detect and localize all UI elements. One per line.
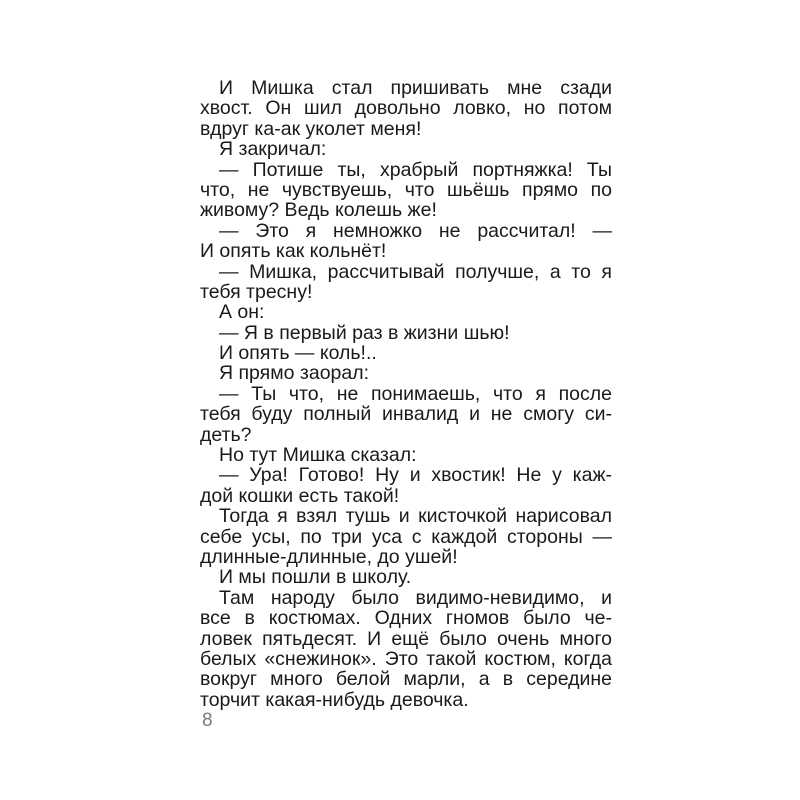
- text-line: тебя буду полный инвалид и не смогу си-: [200, 403, 612, 426]
- text-line: дой кошки есть такой!: [200, 484, 400, 507]
- page-number: 8: [202, 710, 213, 731]
- text-line: что, не чувствуешь, что шьёшь прямо по: [200, 178, 612, 201]
- paragraph: [200, 465, 612, 506]
- text-line: И опять как кольнёт!: [200, 240, 387, 263]
- text-line: торчит какая-нибудь девочка.: [200, 688, 469, 711]
- text-line: И опять — коль!..: [219, 342, 377, 365]
- text-line: живому? Ведь колешь же!: [200, 199, 437, 222]
- text-line: И Мишка стал пришивать мне сзади: [219, 77, 612, 99]
- text-line: — Ура! Готово! Ну и хвостик! Не у каж-: [219, 464, 612, 487]
- paragraph: [200, 323, 612, 343]
- text-line: — Это я немножко не рассчитал! —: [219, 219, 612, 242]
- paragraph: [200, 567, 612, 587]
- text-line: — Потише ты, храбрый портняжка! Ты: [219, 158, 612, 181]
- text-line: хвост. Он шил довольно ловко, но потом: [200, 97, 612, 120]
- text-line: длинные-длинные, до ушей!: [200, 545, 458, 568]
- paragraph: [200, 262, 612, 303]
- text-line: — Мишка, рассчитывай получше, а то я: [219, 260, 612, 283]
- text-line: И мы пошли в школу.: [219, 566, 412, 589]
- text-line: Я прямо заорал:: [219, 362, 370, 385]
- text-line: Но тут Мишка сказал:: [219, 444, 417, 467]
- paragraph: [200, 160, 612, 221]
- text-line: вокруг много белой марли, а в середине: [200, 668, 612, 691]
- paragraph: [200, 363, 612, 383]
- text-line: деть?: [200, 423, 252, 446]
- text-line: вдруг ка-ак уколет меня!: [200, 117, 422, 140]
- paragraph: [200, 588, 612, 710]
- paragraph: [200, 221, 612, 262]
- text-line: все в костюмах. Одних гномов было че-: [200, 607, 612, 630]
- text-line: — Ты что, не понимаешь, что я после: [219, 382, 612, 405]
- text-line: ловек пятьдесят. И ещё было очень много: [200, 627, 612, 650]
- paragraph: [200, 445, 612, 465]
- text-line: Там народу было видимо-невидимо, и: [219, 586, 612, 609]
- paragraph: [200, 78, 612, 139]
- text-line: белых «снежинок». Это такой костюм, когда: [200, 647, 612, 670]
- text-line: Тогда я взял тушь и кисточкой нарисовал: [219, 505, 612, 528]
- text-line: А он:: [219, 301, 265, 324]
- paragraph: [200, 506, 612, 567]
- text-line: Я закричал:: [219, 138, 327, 161]
- text-line: тебя тресну!: [200, 280, 313, 303]
- paragraph: [200, 302, 612, 322]
- body-text: [200, 78, 612, 710]
- paragraph: [200, 343, 612, 363]
- text-line: себе усы, по три уса с каждой стороны —: [200, 525, 612, 548]
- text-line: — Я в первый раз в жизни шью!: [219, 321, 510, 344]
- paragraph: [200, 139, 612, 159]
- paragraph: [200, 384, 612, 445]
